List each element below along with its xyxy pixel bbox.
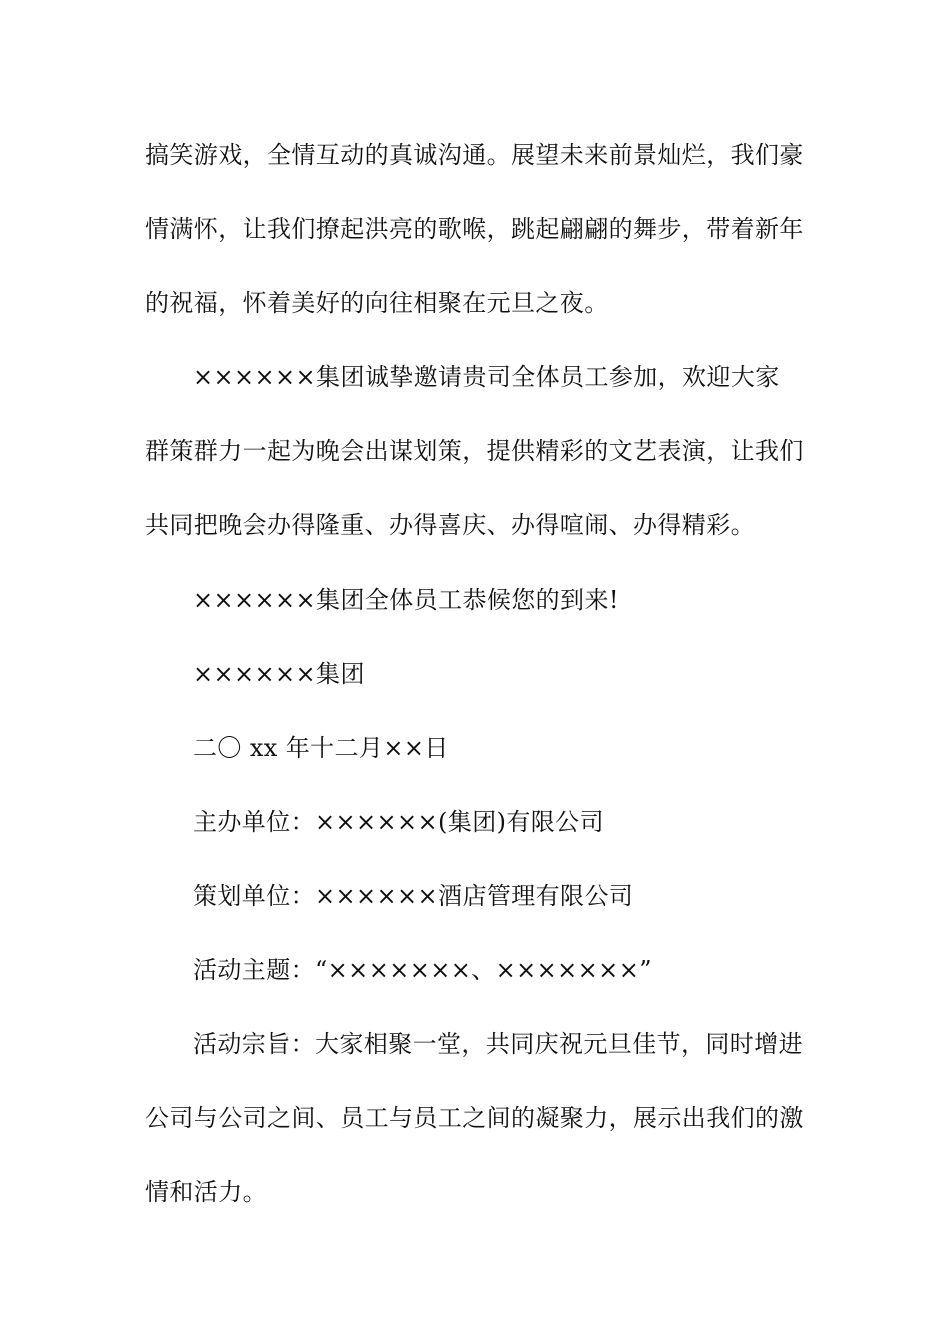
- paragraph-intro-continuation: [145, 118, 810, 340]
- text-line: ××××××集团: [193, 660, 365, 688]
- text-line: 公司与公司之间、员工与员工之间的凝聚力，展示出我们的激: [145, 1104, 804, 1132]
- planning-organization: [145, 859, 810, 933]
- text-line: 主办单位：××××××(集团)有限公司: [193, 808, 604, 836]
- text-line: 的祝福，怀着美好的向往相聚在元旦之夜。: [145, 289, 609, 317]
- signature-date: [145, 711, 810, 785]
- paragraph-welcome: [145, 563, 810, 637]
- text-line: 活动宗旨：大家相聚一堂，共同庆祝元旦佳节，同时增进: [193, 1030, 803, 1058]
- text-line: 二〇 xx 年十二月××日: [193, 734, 449, 762]
- text-line: 群策群力一起为晚会出谋划策，提供精彩的文艺表演，让我们: [145, 437, 804, 465]
- text-line: 活动主题：“×××××××、×××××××”: [193, 956, 652, 984]
- paragraph-invitation: [145, 340, 810, 562]
- host-organization: [145, 785, 810, 859]
- text-line: 策划单位：××××××酒店管理有限公司: [193, 882, 634, 910]
- text-line: ××××××集团全体员工恭候您的到来!: [193, 586, 619, 614]
- text-line: 搞笑游戏，全情互动的真诚沟通。展望未来前景灿烂，我们豪: [145, 141, 804, 169]
- text-line: 情和活力。: [145, 1178, 267, 1206]
- text-line: 共同把晚会办得隆重、办得喜庆、办得喧闹、办得精彩。: [145, 511, 755, 539]
- signature-company: [145, 637, 810, 711]
- event-purpose: [145, 1007, 810, 1229]
- text-line: 情满怀，让我们撩起洪亮的歌喉，跳起翩翩的舞步，带着新年: [145, 215, 804, 243]
- event-theme: [145, 933, 810, 1007]
- text-line: ××××××集团诚挚邀请贵司全体员工参加，欢迎大家: [193, 363, 780, 391]
